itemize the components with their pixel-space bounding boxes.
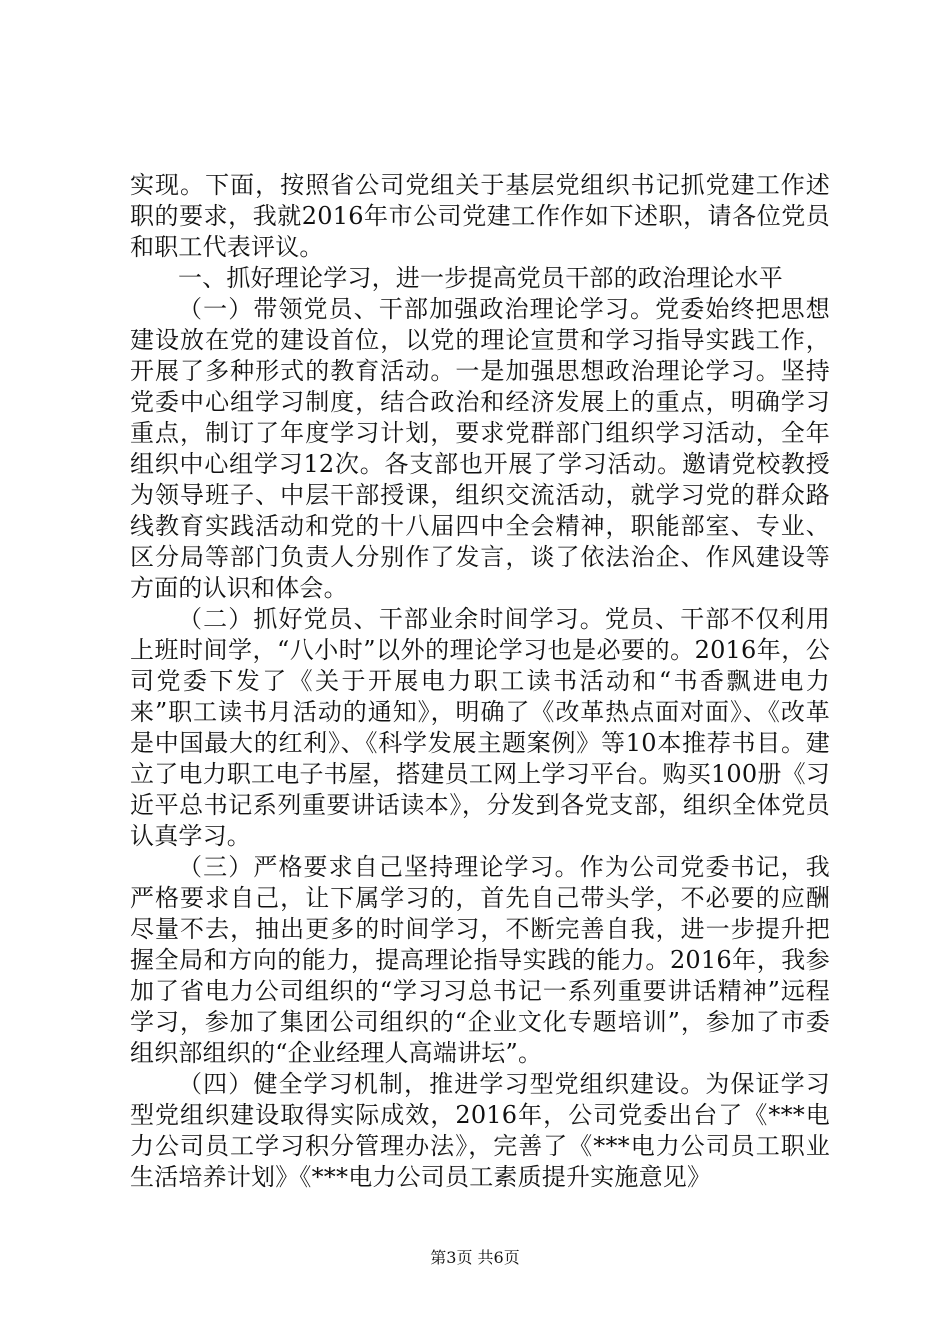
paragraph-item-4: （四）健全学习机制，推进学习型党组织建设。为保证学习型党组织建设取得实际成效，2016年，公司党委出台了《***电力公司员工学习积分管理办法》，完善了《***电力公司员工职业生活培养计划》《***电力公司员工素质提升实施意见》: [130, 1070, 830, 1191]
page-number-footer: 第3页 共6页: [430, 1248, 520, 1267]
paragraph-intro-continuation: 实现。下面，按照省公司党组关于基层党组织书记抓党建工作述职的要求，我就2016年市公司党建工作作如下述职，请各位党员和职工代表评议。: [130, 171, 830, 261]
paragraph-item-2: （二）抓好党员、干部业余时间学习。党员、干部不仅利用上班时间学，“八小时”以外的理论学习也是必要的。2016年，公司党委下发了《关于开展电力职工读书活动和“书香飘进电力来”职工读书月活动的通知》，明确了《改革热点面对面》、《改革是中国最大的红利》、《科学发展主题案例》等10本推荐书目。建立了电力职工电子书屋，搭建员工网上学习平台。购买100册《习近平总书记系列重要讲话读本》，分发到各党支部，组织全体党员认真学习。: [130, 605, 830, 850]
section-heading-theory-study: 一、抓好理论学习，进一步提高党员干部的政治理论水平: [178, 264, 783, 292]
document-body: [130, 170, 830, 1193]
paragraph-item-1: （一）带领党员、干部加强政治理论学习。党委始终把思想建设放在党的建设首位，以党的理论宣贯和学习指导实践工作，开展了多种形式的教育活动。一是加强思想政治理论学习。坚持党委中心组学习制度，结合政治和经济发展上的重点，明确学习重点，制订了年度学习计划，要求党群部门组织学习活动，全年组织中心组学习12次。各支部也开展了学习活动。邀请党校教授为领导班子、中层干部授课，组织交流活动，就学习党的群众路线教育实践活动和党的十八届四中全会精神，职能部室、专业、区分局等部门负责人分别作了发言，谈了依法治企、作风建设等方面的认识和体会。: [130, 295, 830, 602]
paragraph-item-3: （三）严格要求自己坚持理论学习。作为公司党委书记，我严格要求自己，让下属学习的，首先自己带头学，不必要的应酬尽量不去，抽出更多的时间学习，不断完善自我，进一步提升把握全局和方向的能力，提高理论指导实践的能力。2016年，我参加了省电力公司组织的“学习习总书记一系列重要讲话精神”远程学习，参加了集团公司组织的“企业文化专题培训”，参加了市委组织部组织的“企业经理人高端讲坛”。: [130, 853, 830, 1067]
